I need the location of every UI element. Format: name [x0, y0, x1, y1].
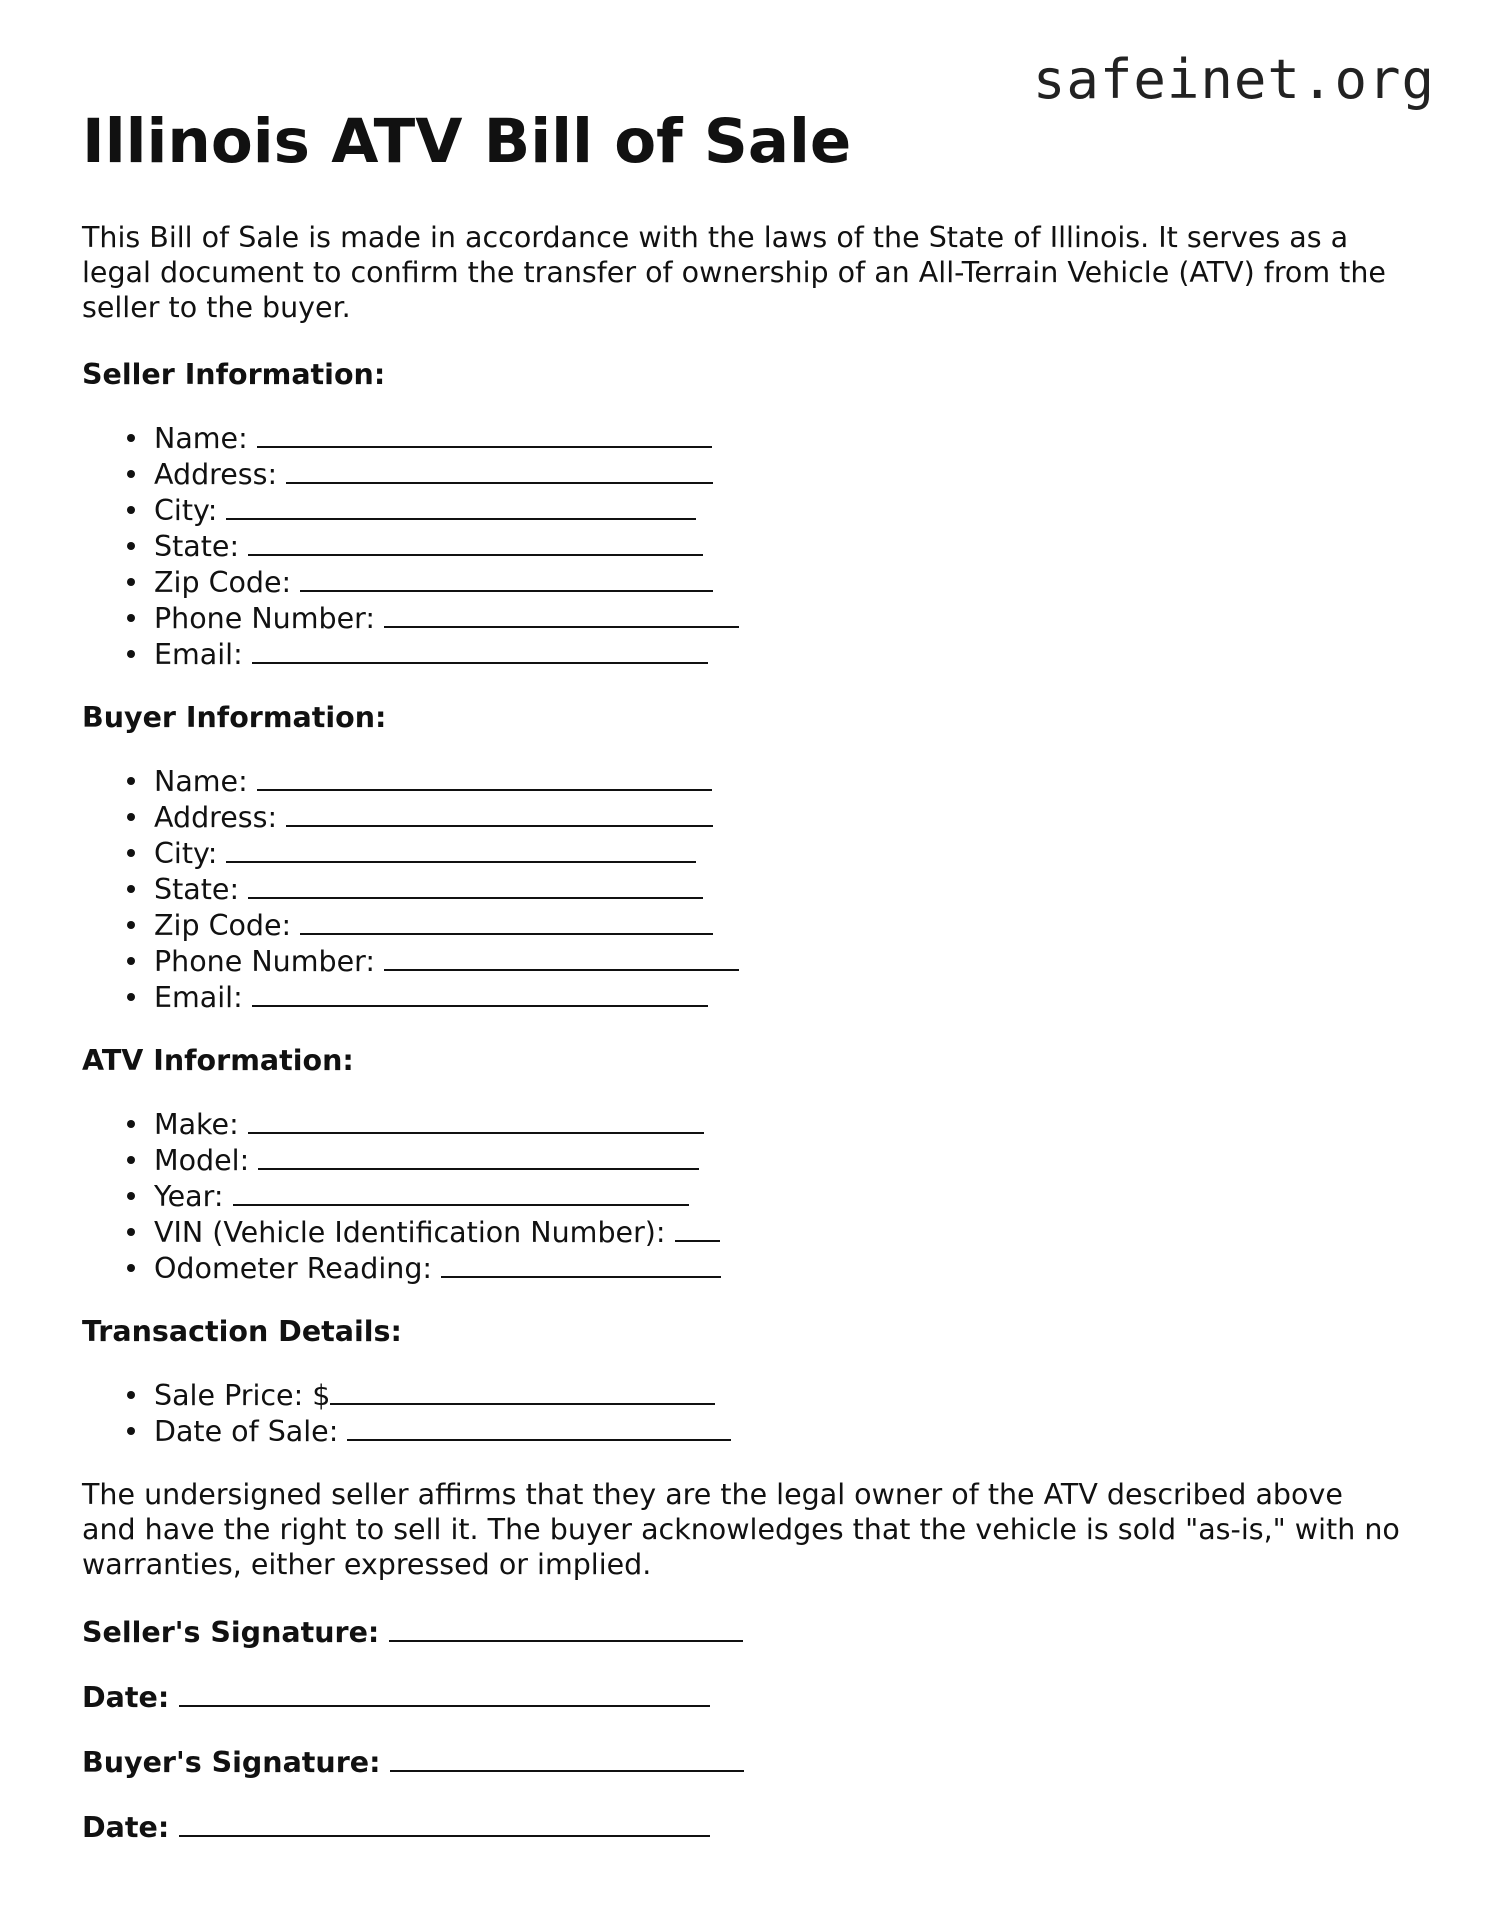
field-label: Odometer Reading: [154, 1252, 442, 1285]
seller-name-field [154, 420, 1422, 456]
blank-line[interactable] [300, 907, 713, 935]
seller-zip-field [154, 564, 1422, 600]
buyer-date-label: Date: [82, 1811, 180, 1844]
field-label: State: [154, 530, 249, 563]
field-label: Sale Price: $ [154, 1379, 331, 1412]
buyer-city-field [154, 835, 1422, 871]
blank-line[interactable] [286, 799, 713, 827]
blank-line[interactable] [441, 1250, 721, 1278]
atv-make-field [154, 1106, 1422, 1142]
atv-odometer-field [154, 1250, 1422, 1286]
blank-line[interactable] [233, 1178, 689, 1206]
field-label: Email: [154, 638, 252, 671]
watermark: safeinet.org [1032, 48, 1435, 111]
seller-state-field [154, 528, 1422, 564]
atv-heading: ATV Information: [82, 1044, 354, 1077]
blank-line[interactable] [252, 636, 708, 664]
buyer-heading: Buyer Information: [82, 701, 387, 734]
blank-line[interactable] [384, 943, 739, 971]
field-label: Address: [154, 458, 287, 491]
seller-fields-list [82, 420, 1422, 672]
atv-year-field [154, 1178, 1422, 1214]
blank-line[interactable] [258, 1142, 699, 1170]
field-label: Model: [154, 1144, 259, 1177]
blank-line[interactable] [179, 1679, 710, 1707]
blank-line[interactable] [390, 1744, 744, 1772]
buyer-name-field [154, 763, 1422, 799]
field-label: VIN (Vehicle Identification Number): [154, 1216, 675, 1249]
field-label: Year: [154, 1180, 233, 1213]
field-label: Phone Number: [154, 602, 384, 635]
seller-date-line [82, 1679, 1422, 1715]
field-label: City: [154, 494, 227, 527]
buyer-address-field [154, 799, 1422, 835]
transaction-heading: Transaction Details: [82, 1315, 402, 1348]
field-label: Phone Number: [154, 945, 384, 978]
blank-line[interactable] [347, 1413, 731, 1441]
field-label: Zip Code: [154, 566, 301, 599]
blank-line[interactable] [248, 1106, 704, 1134]
field-label: City: [154, 837, 227, 870]
date-of-sale-field [154, 1413, 1422, 1449]
seller-signature-line [82, 1614, 1422, 1650]
blank-line[interactable] [248, 528, 703, 556]
blank-line[interactable] [226, 492, 696, 520]
blank-line[interactable] [330, 1377, 715, 1405]
field-label: Make: [154, 1108, 248, 1141]
seller-phone-field [154, 600, 1422, 636]
buyer-signature-line [82, 1744, 1422, 1780]
atv-model-field [154, 1142, 1422, 1178]
field-label: State: [154, 873, 249, 906]
field-label: Name: [154, 765, 257, 798]
buyer-state-field [154, 871, 1422, 907]
intro-paragraph: This Bill of Sale is made in accordance with the laws of the State of Illinois. It serves as a legal document to confirm the transfer of ownership of an All-Terrain Vehicle (ATV) from the seller to the buyer. [82, 221, 1386, 324]
blank-line[interactable] [384, 600, 739, 628]
seller-address-field [154, 456, 1422, 492]
page-title: Illinois ATV Bill of Sale [82, 106, 852, 177]
buyer-fields-list [82, 763, 1422, 1015]
transaction-fields-list [82, 1377, 1422, 1449]
seller-date-label: Date: [82, 1681, 180, 1714]
seller-signature-label: Seller's Signature: [82, 1616, 390, 1649]
buyer-phone-field [154, 943, 1422, 979]
buyer-zip-field [154, 907, 1422, 943]
blank-line[interactable] [226, 835, 696, 863]
blank-line[interactable] [675, 1214, 720, 1242]
field-label: Address: [154, 801, 287, 834]
blank-line[interactable] [286, 456, 713, 484]
field-label: Name: [154, 422, 257, 455]
field-label: Date of Sale: [154, 1415, 348, 1448]
atv-vin-field [154, 1214, 1422, 1250]
seller-heading: Seller Information: [82, 358, 386, 391]
blank-line[interactable] [389, 1614, 743, 1642]
buyer-signature-label: Buyer's Signature: [82, 1746, 391, 1779]
blank-line[interactable] [300, 564, 713, 592]
seller-email-field [154, 636, 1422, 672]
blank-line[interactable] [252, 979, 708, 1007]
document [82, 106, 1422, 1874]
sale-price-field [154, 1377, 1422, 1413]
seller-city-field [154, 492, 1422, 528]
buyer-email-field [154, 979, 1422, 1015]
field-label: Email: [154, 981, 252, 1014]
atv-fields-list [82, 1106, 1422, 1286]
blank-line[interactable] [257, 763, 712, 791]
blank-line[interactable] [257, 420, 712, 448]
buyer-date-line [82, 1809, 1422, 1845]
field-label: Zip Code: [154, 909, 301, 942]
blank-line[interactable] [248, 871, 703, 899]
blank-line[interactable] [179, 1809, 710, 1837]
affirmation-paragraph: The undersigned seller affirms that they are the legal owner of the ATV described above and have the right to sell it. The buyer acknowledges that the vehicle is sold "as-is," with no warranties, either expressed or implied. [82, 1478, 1400, 1581]
